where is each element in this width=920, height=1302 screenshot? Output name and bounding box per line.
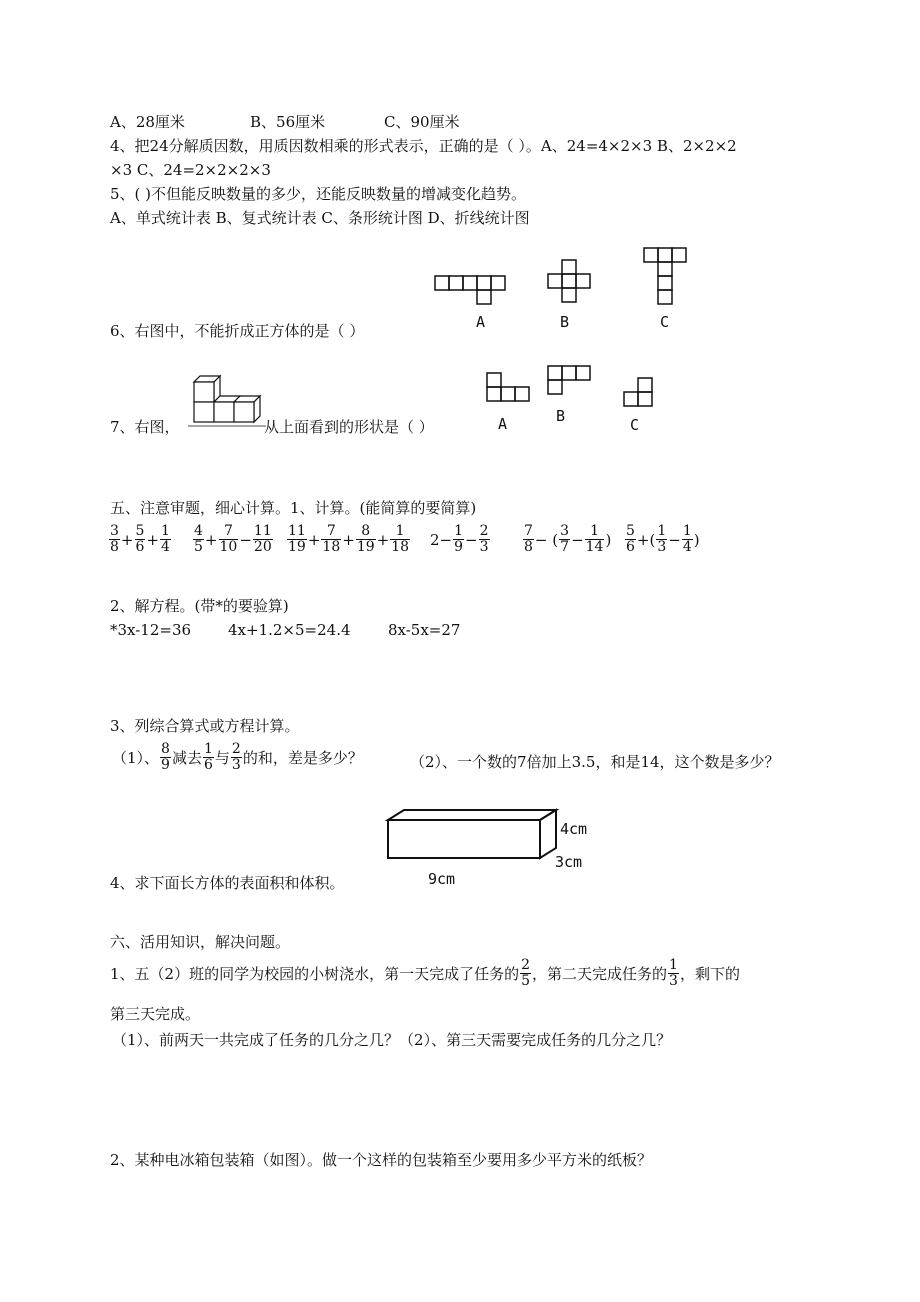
num: 2: [231, 741, 241, 757]
view-options-figure: [0, 0, 920, 440]
problem2-text: 2、某种电冰箱包装箱（如图）。做一个这样的包装箱至少要用多少平方米的纸板？: [110, 1151, 653, 1169]
den: 9: [161, 757, 170, 773]
word: 的和，差是多少？: [242, 748, 363, 767]
den: 18: [322, 539, 341, 555]
net-label-c: C: [660, 313, 670, 331]
num: 11: [288, 523, 306, 539]
den: 6: [626, 539, 635, 555]
num: 2: [521, 957, 531, 973]
calc-expr-6: [624, 524, 700, 555]
q6-text: 6、右图中，不能折成正方体的是（ ）: [110, 322, 365, 340]
word: 减去: [171, 748, 202, 767]
equation-3: 8x-5x=27: [388, 621, 461, 639]
q2-title: 2、解方程。(带*的要验算): [110, 597, 289, 615]
num: 2: [479, 523, 489, 539]
den: 4: [682, 539, 692, 555]
calc-expr-5: [522, 524, 611, 555]
view-label-c: C: [630, 416, 640, 434]
q7-prefix: 7、右图，: [110, 418, 180, 436]
box-width-label: 3cm: [555, 853, 583, 871]
operator: −: [239, 530, 252, 549]
num: 1: [669, 957, 678, 973]
den: 3: [231, 757, 241, 773]
view-label-a: A: [498, 415, 508, 433]
den: 9: [454, 539, 464, 555]
calc-expr-2: [192, 524, 274, 555]
q4-line2: ×3 C、24=2×2×2×3: [110, 161, 271, 179]
operator: −: [439, 530, 453, 549]
calc-expr-3: [286, 524, 411, 555]
view-option-c: [624, 378, 652, 406]
text: 1、五（2）班的同学为校园的小树浇水，第一天完成了任务的: [110, 964, 520, 983]
den: 3: [657, 539, 667, 555]
num: 7: [524, 523, 533, 539]
num: 3: [110, 523, 119, 539]
den: 14: [585, 539, 604, 555]
num: 3: [560, 523, 570, 539]
q3-option-c: C、90厘米: [384, 113, 460, 131]
net-label-b: B: [560, 313, 570, 331]
num: 1: [454, 523, 464, 539]
text: ，第二天完成任务的: [532, 964, 668, 983]
lead: （1）、: [112, 748, 160, 767]
den: 6: [203, 757, 213, 773]
view-option-a: [487, 373, 529, 401]
equation-2: 4x+1.2×5=24.4: [228, 621, 351, 639]
num: 5: [626, 523, 635, 539]
q5-options: A、单式统计表 B、复式统计表 C、条形统计图 D、折线统计图: [110, 209, 530, 227]
den: 19: [288, 539, 306, 555]
q3-part1: [112, 742, 363, 773]
num: 8: [161, 741, 170, 757]
num: 7: [321, 524, 341, 540]
den: 4: [161, 539, 170, 555]
den: 8: [524, 539, 533, 555]
problem1-line2: 第三天完成。: [110, 1005, 201, 1023]
num: 1: [161, 523, 170, 539]
num: 1: [585, 524, 605, 540]
den: 6: [135, 539, 145, 555]
den: 3: [479, 539, 489, 555]
operator: +: [376, 530, 390, 549]
operator: +: [307, 530, 321, 549]
den: 3: [669, 973, 678, 989]
box-length-label: 9cm: [428, 870, 456, 888]
q3-option-a: A、28厘米: [110, 113, 185, 131]
den: 18: [391, 539, 410, 555]
num: 1: [390, 524, 410, 540]
paren-open: (: [552, 530, 559, 549]
problem1-line1: [110, 958, 740, 989]
num: 1: [682, 523, 692, 539]
den: 10: [219, 539, 238, 555]
view-label-b: B: [556, 407, 566, 425]
q3-part2: （2）、一个数的7倍加上3.5，和是14，这个数是多少？: [410, 753, 780, 771]
paren-open: (: [649, 530, 656, 549]
q3-title: 3、列综合算式或方程计算。: [110, 717, 300, 735]
net-label-a: A: [476, 313, 486, 331]
equation-1: *3x-12=36: [110, 621, 192, 639]
num: 1: [657, 523, 667, 539]
den: 8: [110, 539, 119, 555]
operator: −: [668, 530, 681, 549]
q4-title: 4、求下面长方体的表面积和体积。: [110, 874, 345, 892]
den: 19: [356, 539, 375, 555]
q5-text: 5、( )不但能反映数量的多少，还能反映数量的增减变化趋势。: [110, 185, 527, 203]
operator: −: [465, 530, 478, 549]
den: 5: [521, 973, 531, 989]
operator: +: [120, 530, 134, 549]
word: 与: [214, 748, 230, 767]
den: 7: [560, 539, 570, 555]
operator: +: [636, 530, 650, 549]
den: 20: [253, 539, 272, 555]
text: ，剩下的: [679, 964, 740, 983]
num: 8: [356, 524, 376, 540]
num: 4: [194, 523, 203, 539]
operator: +: [342, 530, 355, 549]
paren-close: ): [693, 530, 700, 549]
num: 11: [253, 523, 272, 539]
integer: 2: [430, 530, 440, 549]
operator: −: [571, 530, 584, 549]
den: 5: [194, 539, 203, 555]
operator: +: [146, 530, 159, 549]
paren-close: ): [605, 530, 612, 549]
num: 7: [219, 524, 239, 540]
q3-option-b: B、56厘米: [250, 113, 326, 131]
section5-title: 五、注意审题，细心计算。1、计算。(能简算的要简算): [110, 499, 477, 517]
cuboid-figure: [380, 808, 580, 868]
num: 1: [203, 741, 213, 757]
view-option-b: [548, 366, 590, 394]
q7-suffix: 从上面看到的形状是（ ）: [264, 418, 434, 436]
box-height-label: 4cm: [560, 820, 588, 838]
section6-title: 六、活用知识，解决问题。: [110, 933, 291, 951]
calc-expr-1: [108, 524, 172, 555]
problem1-questions: （1）、前两天一共完成了任务的几分之几？（2）、第三天需要完成任务的几分之几？: [112, 1031, 672, 1049]
q4-line1: 4、把24分解质因数，用质因数相乘的形式表示，正确的是（ ）。A、24=4×2×3 B、2×2×2: [110, 137, 737, 155]
num: 5: [135, 523, 145, 539]
operator: +: [204, 530, 218, 549]
operator: −: [534, 530, 548, 549]
calc-expr-4: [430, 524, 491, 555]
